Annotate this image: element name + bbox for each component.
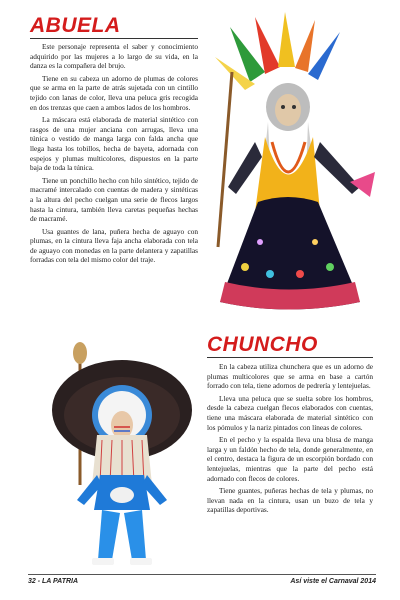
abuela-heading: ABUELA: [30, 14, 121, 37]
chuncho-paragraph-3: En el pecho y la espalda lleva una blusa de manga larga y un faldón hecho de tela, donde generalmente, en el centro, destaca la figura de un escorpión bordado con lentejuelas, mientras que la parte del pecho está adornado con flecos de colores.: [207, 435, 373, 483]
chuncho-paragraph-1: En la cabeza utiliza chunchera que es un adorno de plumas multicolores que se arma en base a cartón forrado con tela, tiene adornos de pedrería y lentejuelas.: [207, 362, 373, 391]
footer-rule: [28, 574, 376, 575]
abuela-paragraph-5: Usa guantes de lana, puñera hecha de aguayo con plumas, en la cintura lleva faja ancha elaborada con tela de aguayo con monedas en la parte delantera y zapatillas forradas con tela del mismo color del traje.: [30, 226, 198, 265]
abuela-heading-rule: [30, 38, 198, 39]
chuncho-heading: CHUNCHO: [207, 333, 318, 356]
footer-publication-label: Así viste el Carnaval 2014: [290, 578, 376, 585]
chuncho-paragraph-2: Lleva una peluca que se suelta sobre los hombros, desde la cabeza cuelgan flecos elaborados con cuentas, tiene una máscara elaborada de material sintético con los pómulos y la nariz pintados con líneas de colores.: [207, 393, 373, 432]
chuncho-heading-rule: [207, 357, 373, 358]
abuela-text-column: [30, 42, 198, 268]
abuela-paragraph-3: La máscara está elaborada de material sintético con rasgos de una mujer anciana con arrugas, lleva una túnica o vestido de manga larga con falda ancha que llega hasta los tobillos, hecha de bayeta, adornada con espejos y plumas multicolores, dispuestos en la parte baja de toda la túnica.: [30, 115, 198, 173]
chuncho-costume-photo: [42, 335, 197, 570]
footer-page-label: 32 - LA PATRIA: [28, 578, 79, 585]
abuela-paragraph-1: Este personaje representa el saber y conocimiento adquirido por las mujeres a lo largo de su vida, en la danza es la compañera del brujo.: [30, 42, 198, 71]
chuncho-paragraph-4: Tiene guantes, puñeras hechas de tela y plumas, no llevan nada en la cintura, usan un buzo de tela y zapatillas deportivas.: [207, 486, 373, 515]
abuela-costume-photo: [210, 12, 385, 322]
chuncho-text-column: [207, 362, 373, 518]
abuela-paragraph-2: Tiene en su cabeza un adorno de plumas de colores que se arma en la parte de atrás sujetada con un cintillo tejido con lanas de color, lleva una peluca gris recogida en dos trenzas que caen a ambos lados de los hombros.: [30, 73, 198, 112]
abuela-paragraph-4: Tiene un ponchillo hecho con hilo sintético, tejido de macramé intercalado con cuentas de madera y sintéticas a la altura del pecho cuelgan una serie de flecos largos hasta la cintura, también lleva caretas pequeñas hechas de macramé.: [30, 175, 198, 224]
